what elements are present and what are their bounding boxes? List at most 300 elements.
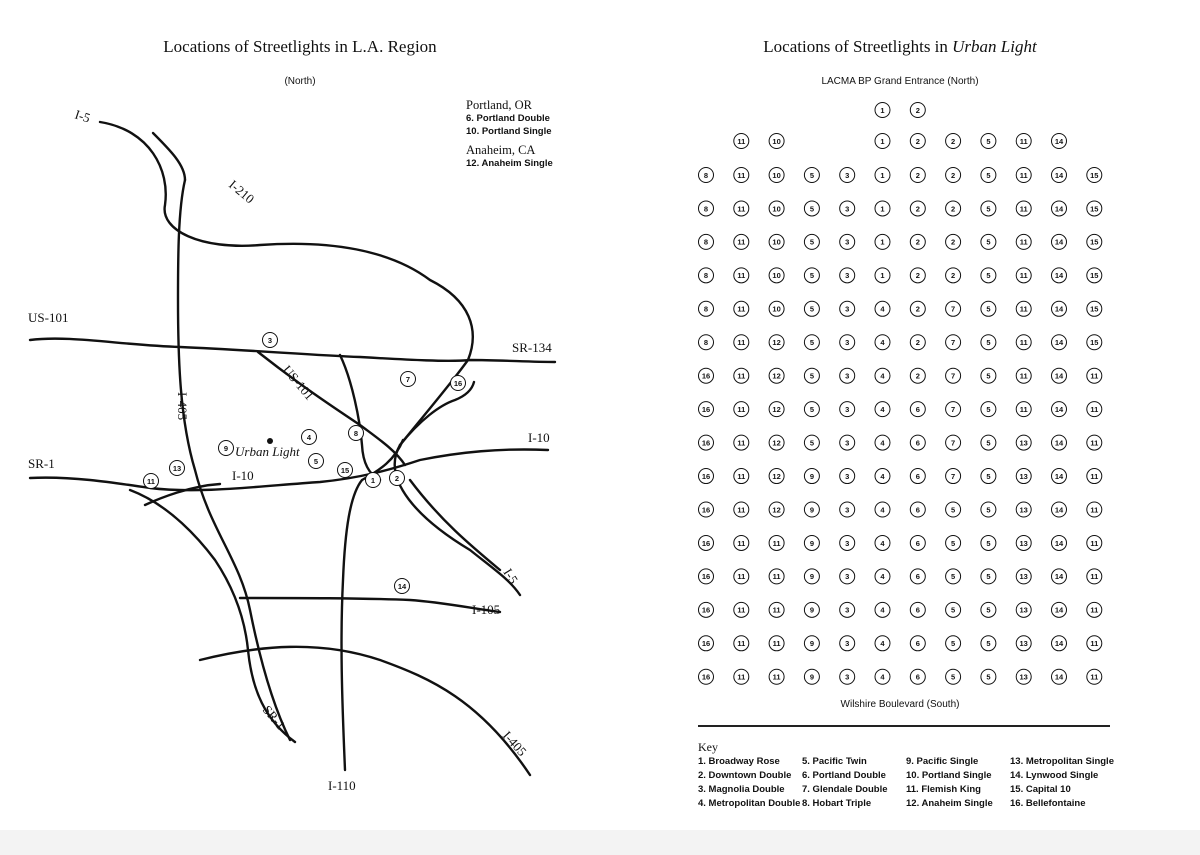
streetlight-marker bbox=[946, 602, 961, 617]
streetlight-marker bbox=[981, 268, 996, 283]
svg-text:11: 11 bbox=[737, 271, 746, 281]
streetlight-marker bbox=[1016, 435, 1031, 450]
svg-text:2: 2 bbox=[915, 136, 920, 146]
road-label-i5-south: I-5 bbox=[500, 565, 522, 587]
streetlight-marker bbox=[981, 569, 996, 584]
streetlight-marker bbox=[699, 234, 714, 249]
svg-text:5: 5 bbox=[986, 371, 991, 381]
streetlight-marker bbox=[840, 602, 855, 617]
streetlight-marker bbox=[946, 368, 961, 383]
streetlight-marker bbox=[981, 335, 996, 350]
svg-text:11: 11 bbox=[1090, 538, 1099, 548]
streetlight-marker bbox=[1052, 201, 1067, 216]
streetlight-marker bbox=[734, 268, 749, 283]
streetlight-marker bbox=[946, 435, 961, 450]
streetlight-marker bbox=[981, 201, 996, 216]
svg-text:5: 5 bbox=[809, 338, 814, 348]
streetlight-marker bbox=[699, 301, 714, 316]
streetlight-marker bbox=[804, 636, 819, 651]
streetlight-marker bbox=[804, 669, 819, 684]
streetlight-marker bbox=[1016, 602, 1031, 617]
streetlight-marker bbox=[734, 569, 749, 584]
right-title-text: Locations of Streetlights in bbox=[763, 37, 953, 56]
road-label-sr134: SR-134 bbox=[512, 340, 552, 355]
svg-text:11: 11 bbox=[772, 538, 781, 548]
svg-text:11: 11 bbox=[1019, 338, 1028, 348]
svg-text:8: 8 bbox=[703, 170, 709, 180]
key-item: 2. Downtown Double bbox=[698, 770, 792, 781]
svg-text:5: 5 bbox=[809, 304, 814, 314]
streetlight-marker bbox=[769, 268, 784, 283]
streetlight-marker bbox=[840, 502, 855, 517]
svg-text:11: 11 bbox=[1090, 572, 1099, 582]
svg-text:11: 11 bbox=[737, 136, 746, 146]
svg-text:5: 5 bbox=[986, 404, 991, 414]
streetlight-marker bbox=[734, 134, 749, 149]
svg-text:1: 1 bbox=[880, 136, 885, 146]
svg-text:12: 12 bbox=[772, 371, 781, 381]
key-item: 8. Hobart Triple bbox=[802, 798, 872, 809]
streetlight-marker bbox=[1052, 134, 1067, 149]
streetlight-marker bbox=[1016, 335, 1031, 350]
streetlight-marker bbox=[1087, 669, 1102, 684]
streetlight-marker bbox=[699, 402, 714, 417]
svg-text:2: 2 bbox=[915, 170, 920, 180]
streetlight-marker bbox=[875, 103, 890, 118]
svg-text:8: 8 bbox=[703, 271, 709, 281]
svg-text:13: 13 bbox=[1019, 639, 1028, 649]
svg-text:9: 9 bbox=[809, 538, 814, 548]
streetlight-marker bbox=[875, 402, 890, 417]
svg-text:11: 11 bbox=[737, 505, 746, 515]
streetlight-marker bbox=[1087, 469, 1102, 484]
grid-north-label: LACMA BP Grand Entrance (North) bbox=[821, 76, 979, 87]
streetlight-marker bbox=[769, 636, 784, 651]
svg-text:4: 4 bbox=[880, 605, 885, 615]
streetlight-marker bbox=[910, 368, 925, 383]
streetlight-marker bbox=[734, 335, 749, 350]
legend-item: 6. Portland Double bbox=[466, 113, 550, 124]
svg-text:14: 14 bbox=[1054, 572, 1064, 582]
streetlight-marker bbox=[769, 669, 784, 684]
streetlight-marker bbox=[699, 569, 714, 584]
svg-text:14: 14 bbox=[1054, 338, 1064, 348]
streetlight-marker bbox=[1052, 469, 1067, 484]
svg-text:2: 2 bbox=[951, 204, 956, 214]
key-item: 3. Magnolia Double bbox=[698, 784, 785, 795]
key-item: 12. Anaheim Single bbox=[906, 798, 993, 809]
svg-text:5: 5 bbox=[951, 505, 956, 515]
svg-text:14: 14 bbox=[1054, 170, 1064, 180]
svg-text:5: 5 bbox=[986, 538, 991, 548]
svg-text:3: 3 bbox=[845, 170, 850, 180]
streetlight-marker bbox=[699, 201, 714, 216]
svg-text:7: 7 bbox=[951, 438, 956, 448]
svg-text:11: 11 bbox=[737, 672, 746, 682]
key-item: 13. Metropolitan Single bbox=[1010, 756, 1114, 767]
svg-text:9: 9 bbox=[809, 572, 814, 582]
streetlight-marker bbox=[1052, 502, 1067, 517]
streetlight-marker bbox=[946, 402, 961, 417]
road-label-sr1-south: SR-1 bbox=[259, 702, 289, 733]
svg-text:7: 7 bbox=[951, 471, 956, 481]
road-sr134-east bbox=[400, 382, 474, 445]
streetlight-marker bbox=[946, 535, 961, 550]
streetlight-marker bbox=[840, 301, 855, 316]
svg-text:5: 5 bbox=[986, 170, 991, 180]
streetlight-marker bbox=[734, 368, 749, 383]
svg-text:2: 2 bbox=[915, 271, 920, 281]
road-label-i210: I-210 bbox=[226, 176, 258, 207]
streetlight-marker bbox=[804, 234, 819, 249]
streetlight-marker bbox=[699, 669, 714, 684]
svg-text:7: 7 bbox=[951, 371, 956, 381]
map-marker bbox=[390, 471, 405, 486]
streetlight-marker bbox=[1052, 301, 1067, 316]
streetlight-marker bbox=[840, 268, 855, 283]
svg-text:16: 16 bbox=[701, 538, 711, 548]
streetlight-marker bbox=[981, 368, 996, 383]
map-marker bbox=[263, 333, 278, 348]
streetlight-marker bbox=[840, 201, 855, 216]
svg-text:11: 11 bbox=[737, 338, 746, 348]
svg-text:11: 11 bbox=[1019, 237, 1028, 247]
streetlight-marker bbox=[946, 669, 961, 684]
streetlight-marker bbox=[769, 301, 784, 316]
streetlight-marker bbox=[1087, 435, 1102, 450]
streetlight-marker bbox=[981, 502, 996, 517]
svg-text:3: 3 bbox=[845, 538, 850, 548]
svg-text:1: 1 bbox=[880, 170, 885, 180]
streetlight-marker bbox=[804, 335, 819, 350]
streetlight-marker bbox=[910, 435, 925, 450]
right-grid-title bbox=[700, 37, 1100, 57]
streetlight-marker bbox=[769, 335, 784, 350]
key-item: 1. Broadway Rose bbox=[698, 756, 780, 767]
svg-text:11: 11 bbox=[737, 639, 746, 649]
streetlight-marker bbox=[840, 636, 855, 651]
road-label-i10-east: I-10 bbox=[528, 430, 550, 445]
streetlight-marker bbox=[981, 402, 996, 417]
streetlight-marker bbox=[875, 134, 890, 149]
streetlight-marker bbox=[804, 435, 819, 450]
svg-text:5: 5 bbox=[986, 471, 991, 481]
svg-text:14: 14 bbox=[1054, 672, 1064, 682]
streetlight-marker bbox=[1087, 636, 1102, 651]
streetlight-marker bbox=[910, 234, 925, 249]
map-marker bbox=[170, 461, 185, 476]
svg-text:5: 5 bbox=[986, 304, 991, 314]
legend-item: 10. Portland Single bbox=[466, 126, 552, 137]
streetlight-marker bbox=[1087, 535, 1102, 550]
svg-text:4: 4 bbox=[880, 505, 885, 515]
streetlight-marker bbox=[1016, 301, 1031, 316]
streetlight-marker bbox=[946, 234, 961, 249]
svg-text:8: 8 bbox=[353, 429, 359, 438]
svg-text:5: 5 bbox=[951, 639, 956, 649]
map-marker bbox=[302, 430, 317, 445]
streetlight-marker bbox=[981, 301, 996, 316]
streetlight-marker bbox=[910, 669, 925, 684]
road-i405-north bbox=[178, 180, 290, 740]
streetlight-marker bbox=[1087, 502, 1102, 517]
svg-text:3: 3 bbox=[845, 271, 850, 281]
svg-text:13: 13 bbox=[1019, 538, 1028, 548]
road-label-i5: I-5 bbox=[73, 106, 93, 126]
streetlight-marker bbox=[875, 669, 890, 684]
streetlight-marker bbox=[910, 168, 925, 183]
svg-text:11: 11 bbox=[1090, 672, 1099, 682]
streetlight-marker bbox=[734, 502, 749, 517]
svg-text:16: 16 bbox=[453, 379, 463, 388]
svg-text:1: 1 bbox=[880, 237, 885, 247]
svg-text:16: 16 bbox=[701, 371, 711, 381]
key-item: 6. Portland Double bbox=[802, 770, 886, 781]
svg-text:5: 5 bbox=[986, 271, 991, 281]
svg-text:9: 9 bbox=[809, 505, 814, 515]
svg-text:14: 14 bbox=[1054, 204, 1064, 214]
streetlight-marker bbox=[875, 569, 890, 584]
svg-text:11: 11 bbox=[1019, 404, 1028, 414]
road-label-sr1: SR-1 bbox=[28, 456, 55, 471]
map-marker bbox=[309, 454, 324, 469]
svg-text:11: 11 bbox=[147, 477, 155, 486]
streetlight-marker bbox=[1052, 368, 1067, 383]
svg-text:5: 5 bbox=[986, 237, 991, 247]
streetlight-marker bbox=[840, 402, 855, 417]
svg-text:3: 3 bbox=[845, 672, 850, 682]
svg-text:15: 15 bbox=[1090, 304, 1099, 314]
svg-text:2: 2 bbox=[915, 204, 920, 214]
svg-text:8: 8 bbox=[703, 204, 709, 214]
streetlight-marker bbox=[699, 636, 714, 651]
streetlight-marker bbox=[769, 535, 784, 550]
svg-text:13: 13 bbox=[172, 464, 182, 473]
svg-text:13: 13 bbox=[1019, 438, 1028, 448]
svg-text:5: 5 bbox=[809, 204, 814, 214]
streetlight-marker bbox=[699, 602, 714, 617]
road-sr134-link bbox=[340, 355, 380, 480]
streetlight-marker bbox=[769, 402, 784, 417]
key-item: 11. Flemish King bbox=[906, 784, 981, 795]
streetlight-marker bbox=[769, 602, 784, 617]
svg-text:2: 2 bbox=[915, 371, 920, 381]
svg-text:14: 14 bbox=[1054, 404, 1064, 414]
streetlight-marker bbox=[946, 569, 961, 584]
svg-text:5: 5 bbox=[986, 438, 991, 448]
svg-text:10: 10 bbox=[772, 136, 781, 146]
streetlight-marker bbox=[699, 335, 714, 350]
svg-text:1: 1 bbox=[880, 204, 885, 214]
map-marker bbox=[401, 372, 416, 387]
svg-text:3: 3 bbox=[845, 572, 850, 582]
svg-text:11: 11 bbox=[737, 438, 746, 448]
streetlight-marker bbox=[840, 535, 855, 550]
streetlight-marker bbox=[804, 402, 819, 417]
streetlight-marker bbox=[734, 669, 749, 684]
key-item: 10. Portland Single bbox=[906, 770, 992, 781]
svg-text:11: 11 bbox=[1090, 505, 1099, 515]
svg-text:6: 6 bbox=[915, 672, 920, 682]
streetlight-marker bbox=[769, 168, 784, 183]
svg-text:11: 11 bbox=[737, 605, 746, 615]
streetlight-marker bbox=[1016, 569, 1031, 584]
svg-text:4: 4 bbox=[880, 404, 885, 414]
svg-text:5: 5 bbox=[986, 572, 991, 582]
svg-text:1: 1 bbox=[370, 476, 376, 485]
svg-text:7: 7 bbox=[405, 375, 411, 384]
streetlight-marker bbox=[1087, 234, 1102, 249]
streetlight-marker bbox=[734, 469, 749, 484]
streetlight-marker bbox=[769, 502, 784, 517]
svg-text:11: 11 bbox=[737, 204, 746, 214]
streetlight-marker bbox=[840, 569, 855, 584]
svg-text:4: 4 bbox=[880, 572, 885, 582]
svg-text:10: 10 bbox=[772, 204, 781, 214]
streetlight-marker bbox=[946, 268, 961, 283]
streetlight-marker bbox=[840, 368, 855, 383]
svg-text:10: 10 bbox=[772, 170, 781, 180]
svg-text:5: 5 bbox=[809, 438, 814, 448]
svg-text:5: 5 bbox=[986, 639, 991, 649]
svg-text:12: 12 bbox=[772, 438, 781, 448]
streetlight-marker bbox=[875, 602, 890, 617]
svg-text:2: 2 bbox=[915, 338, 920, 348]
svg-text:14: 14 bbox=[1054, 505, 1064, 515]
svg-text:13: 13 bbox=[1019, 505, 1028, 515]
svg-text:11: 11 bbox=[737, 404, 746, 414]
streetlight-marker bbox=[804, 268, 819, 283]
streetlight-marker bbox=[840, 669, 855, 684]
svg-text:8: 8 bbox=[703, 304, 709, 314]
svg-text:5: 5 bbox=[951, 572, 956, 582]
streetlight-marker bbox=[875, 502, 890, 517]
svg-text:11: 11 bbox=[1019, 136, 1028, 146]
key-item: 4. Metropolitan Double bbox=[698, 798, 801, 809]
svg-text:13: 13 bbox=[1019, 572, 1028, 582]
svg-text:11: 11 bbox=[1019, 204, 1028, 214]
road-i210 bbox=[153, 133, 185, 180]
key-item: 7. Glendale Double bbox=[802, 784, 888, 795]
streetlight-marker bbox=[699, 435, 714, 450]
svg-text:11: 11 bbox=[1090, 371, 1099, 381]
streetlight-marker bbox=[1016, 134, 1031, 149]
svg-text:12: 12 bbox=[772, 505, 781, 515]
streetlight-marker bbox=[875, 636, 890, 651]
streetlight-marker bbox=[804, 535, 819, 550]
right-title-italic: Urban Light bbox=[952, 37, 1037, 56]
streetlight-marker bbox=[1052, 535, 1067, 550]
streetlight-marker bbox=[804, 168, 819, 183]
streetlight-marker bbox=[910, 201, 925, 216]
svg-text:3: 3 bbox=[845, 505, 850, 515]
streetlight-marker bbox=[734, 402, 749, 417]
streetlight-marker bbox=[1087, 569, 1102, 584]
streetlight-marker bbox=[981, 234, 996, 249]
streetlight-marker bbox=[875, 201, 890, 216]
streetlight-marker bbox=[840, 234, 855, 249]
streetlight-marker bbox=[875, 469, 890, 484]
road-label-i110: I-110 bbox=[328, 778, 356, 793]
svg-text:13: 13 bbox=[1019, 605, 1028, 615]
streetlight-marker bbox=[981, 669, 996, 684]
svg-text:12: 12 bbox=[772, 471, 781, 481]
streetlight-marker bbox=[734, 301, 749, 316]
svg-text:4: 4 bbox=[880, 371, 885, 381]
streetlight-marker bbox=[981, 435, 996, 450]
key-title: Key bbox=[698, 740, 718, 754]
streetlight-marker bbox=[910, 502, 925, 517]
key-item: 5. Pacific Twin bbox=[802, 756, 867, 767]
svg-text:11: 11 bbox=[772, 605, 781, 615]
svg-text:11: 11 bbox=[1090, 471, 1099, 481]
streetlight-marker bbox=[910, 602, 925, 617]
map-marker bbox=[144, 474, 159, 489]
svg-text:11: 11 bbox=[737, 170, 746, 180]
svg-text:11: 11 bbox=[1090, 438, 1099, 448]
streetlight-marker bbox=[981, 469, 996, 484]
svg-text:16: 16 bbox=[701, 605, 711, 615]
streetlight-marker bbox=[981, 602, 996, 617]
svg-text:6: 6 bbox=[915, 572, 920, 582]
svg-text:14: 14 bbox=[1054, 271, 1064, 281]
svg-text:6: 6 bbox=[915, 404, 920, 414]
svg-text:3: 3 bbox=[845, 438, 850, 448]
streetlight-marker bbox=[1052, 435, 1067, 450]
svg-text:11: 11 bbox=[1019, 170, 1028, 180]
map-marker bbox=[451, 376, 466, 391]
svg-text:6: 6 bbox=[915, 471, 920, 481]
svg-text:3: 3 bbox=[845, 605, 850, 615]
streetlight-marker bbox=[1016, 268, 1031, 283]
streetlight-marker bbox=[804, 469, 819, 484]
svg-text:10: 10 bbox=[772, 237, 781, 247]
svg-text:14: 14 bbox=[1054, 639, 1064, 649]
streetlight-marker bbox=[946, 502, 961, 517]
svg-text:4: 4 bbox=[880, 338, 885, 348]
svg-text:11: 11 bbox=[737, 538, 746, 548]
svg-text:5: 5 bbox=[809, 404, 814, 414]
svg-text:6: 6 bbox=[915, 505, 920, 515]
streetlight-marker bbox=[699, 469, 714, 484]
streetlight-marker bbox=[804, 502, 819, 517]
svg-text:14: 14 bbox=[1054, 471, 1064, 481]
map-marker bbox=[395, 579, 410, 594]
streetlight-marker bbox=[981, 535, 996, 550]
road-i110 bbox=[342, 440, 403, 770]
svg-text:15: 15 bbox=[1090, 170, 1099, 180]
streetlight-marker bbox=[1052, 602, 1067, 617]
key bbox=[698, 740, 1118, 811]
streetlight-marker bbox=[734, 234, 749, 249]
road-i5 bbox=[100, 122, 520, 595]
svg-text:3: 3 bbox=[845, 471, 850, 481]
map-marker bbox=[338, 463, 353, 478]
svg-text:7: 7 bbox=[951, 304, 956, 314]
svg-text:16: 16 bbox=[701, 404, 711, 414]
streetlight-marker bbox=[804, 301, 819, 316]
svg-text:6: 6 bbox=[915, 438, 920, 448]
streetlight-marker bbox=[875, 268, 890, 283]
svg-text:11: 11 bbox=[737, 304, 746, 314]
streetlight-marker bbox=[1052, 636, 1067, 651]
key-divider bbox=[698, 725, 1110, 727]
svg-text:11: 11 bbox=[1019, 271, 1028, 281]
streetlight-marker bbox=[1087, 168, 1102, 183]
streetlight-marker bbox=[1087, 301, 1102, 316]
map-marker bbox=[219, 441, 234, 456]
streetlight-marker bbox=[875, 535, 890, 550]
